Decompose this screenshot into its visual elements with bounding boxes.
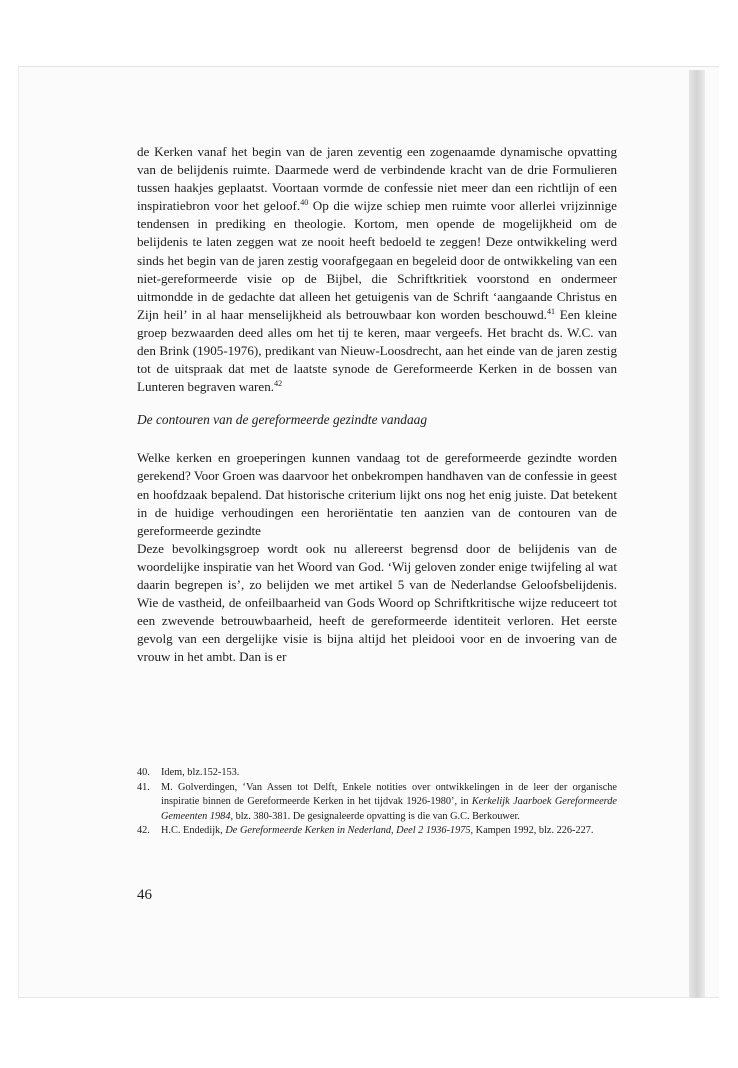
body-text [137,143,617,666]
footnote-42 [137,824,617,839]
book-spine-shadow [689,70,705,998]
footnote-ref-41[interactable]: 41 [546,306,555,316]
paragraph-1: de Kerken vanaf het begin van de jaren zeventig een zogenaamde dynamische opvatting van de belijdenis ruimte. Daarmede werd de verbindende kracht van de drie Formulieren tussen haakjes geplaatst. Voortaan vormde de confessie niet meer dan een richtlijn of een inspiratiebron voor het geloof.$^{40}$ Op die wijze schiep men ruimte voor allerlei vrijzinnige tendensen in prediking en theologie. Kortom, men opende de mogelijkheid om de belijdenis te laten zeggen wat ze nooit heeft bedoeld te zeggen! Deze ontwikkeling werd sinds het begin van de jaren zestig voorafgegaan en begeleid door de ontwikkeling van een niet-gereformeerde visie op de Bijbel, die Schriftkritiek voorstond en ondermeer uitmondde in de gedachte dat alleen het getuigenis van de Schrift ‘aangaande Christus en Zijn heil’ in al haar menselijkheid als betrouwbaar kon worden beschouwd.$^{41}$ Een kleine groep bezwaarden deed alles om het tij te keren, maar vergeefs. Het bracht ds. W.C. van den Brink (1905-1976), predikant van Nieuw-Loosdrecht, aan het einde van de jaren zestig tot de uitspraak dat met de laatste synode de Gereformeerde Kerken in de bossen van Lunteren begraven waren.$^{42}$ [137,144,617,395]
paragraph-3: Deze bevolkingsgroep wordt ook nu allereerst begrensd door de belijdenis van de woordelijke inspiratie van het Woord van God. ‘Wij geloven zonder enige twijfeling al wat daarin begrepen is’, zo belijden we met artikel 5 van de Nederlandse Geloofsbelijdenis. Wie de vastheid, de onfeilbaarheid van Gods Woord op Schriftkritische wijze reduceert tot een zwevende betrouwbaarheid, heeft de gereformeerde identiteit verloren. Het eerste gevolg van een dergelijke visie is bijna altijd het pleidooi voor en de invoering van de vrouw in het ambt. Dan is er [137,540,617,665]
footnote-number: 40. [137,767,150,778]
footnote-ref-40[interactable]: 40 [300,198,309,208]
footnotes [137,766,617,839]
section-heading: De contouren van de gereformeerde gezindte vandaag [137,412,428,428]
footnote-41 [137,781,617,825]
footnote-number: 41. [137,781,150,793]
footnote-ref-42[interactable]: 42 [274,379,283,389]
footnote-text: M. Golverdingen, ‘Van Assen tot Delft, Enkele notities over ontwikkelingen in de leer der organische inspiratie binnen de Gereformeerde Kerken in het tijdvak 1926-1980’, in Kerkelijk Jaarboek Gereformeerde Gemeenten 1984, blz. 380-381. De gesignaleerde opvatting is die van G.C. Berkouwer. [161,781,617,822]
paragraph-2: Welke kerken en groeperingen kunnen vandaag tot de gereformeerde gezindte worden gerekend? Voor Groen was daarvoor het onbekrompen handhaven van de confessie in geest en hoofdzaak bepalend. Dat historische criterium lijkt ons nog het enig juiste. Dat betekent in de huidige verhoudingen een heroriëntatie ten aanzien van de contouren van de gereformeerde gezindte [137,450,617,538]
page-number: 46 [137,887,152,903]
footnote-40 [137,766,617,781]
footnote-text: Idem, blz.152-153. [161,767,240,778]
footnote-text: H.C. Endedijk, De Gereformeerde Kerken in Nederland, Deel 2 1936-1975, Kampen 1992, blz. 226-227. [161,825,594,837]
footnote-number: 42. [137,825,150,837]
